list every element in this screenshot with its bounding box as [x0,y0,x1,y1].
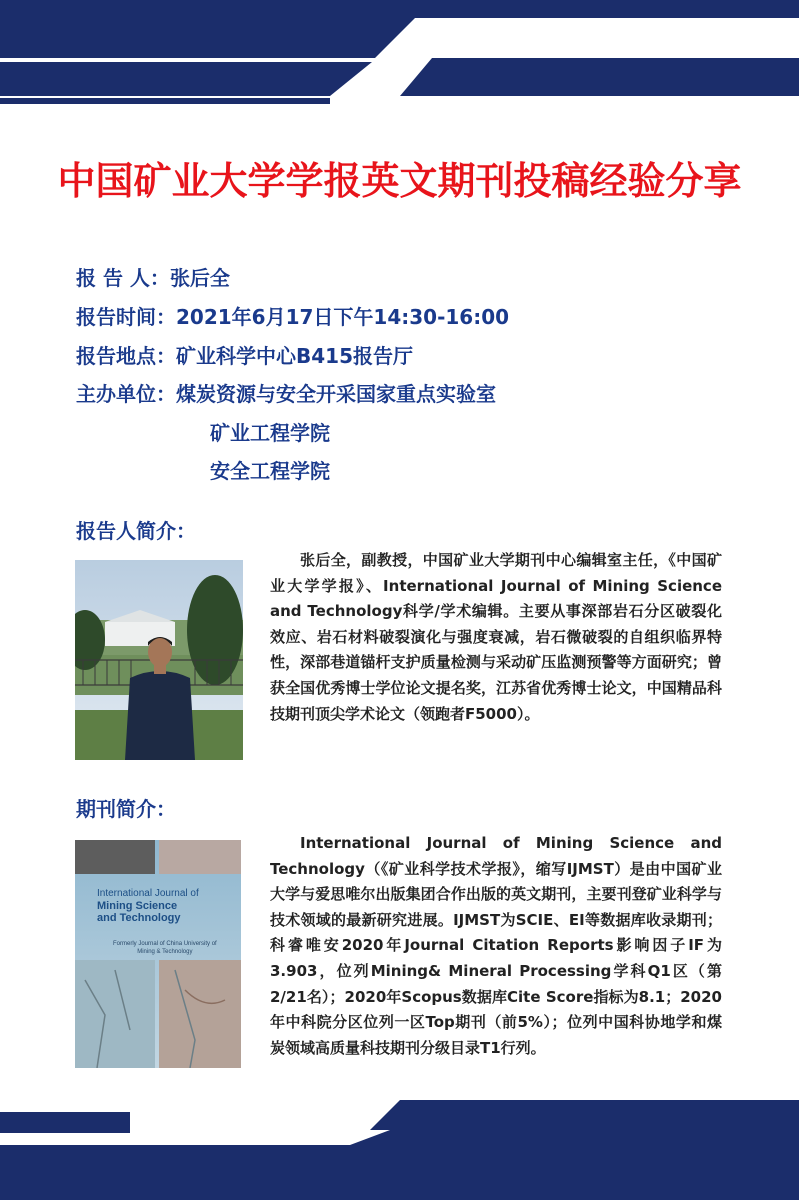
bottom-banner-decoration [0,1085,799,1200]
place-value: 矿业科学中心B415报告厅 [176,344,413,368]
top-banner-decoration [0,0,799,110]
speaker-label: 报 告 人： [76,266,170,290]
speaker-value: 张后全 [169,266,230,290]
cover-title [97,888,199,924]
time-row [76,301,509,330]
time-label: 报告时间： [76,305,176,329]
speaker-photo [75,560,243,760]
journal-paragraph: International Journal of Mining Science and Technology（《矿业科学技术学报》，缩写IJMST）是由中国矿业大学与爱思唯尔出版集团合作出版的英文期刊，主要刊登矿业科学与技术领域的最新研究进展。IJMST为SCIE、EI等数据库收录期刊；科睿唯安2020年Journal Citation Reports影响因子IF为3.903，位列Mining& Mineral Processing学科Q1区（第2/21名）；2020年Scopus数据库Cite Score指标为8.1；2020年中科院分区位列一区Top期刊（前5%）；位列中国科协地学和煤炭领域高质量科技期刊分级目录T1行列。 [270,834,722,1057]
host-value-1: 煤炭资源与安全开采国家重点实验室 [176,382,496,406]
host-label: 主办单位： [76,382,176,406]
cover-subtitle-line-1: Formerly Journal of China University of [113,941,217,947]
cover-title-line-1: International Journal of [97,888,199,899]
bio-heading: 报告人简介： [76,519,196,543]
page-title: 中国矿业大学学报英文期刊投稿经验分享 [57,159,742,203]
journal-cover [75,840,241,1068]
cover-subtitle-line-2: Mining & Technology [137,949,193,955]
place-row [76,340,413,369]
time-value: 2021年6月17日下午14:30-16:00 [176,305,510,329]
cover-title-line-3: and Technology [97,912,181,924]
host-value-3: 安全工程学院 [210,459,330,483]
cover-title-line-2: Mining Science [97,900,178,912]
speaker-row [76,262,230,291]
journal-heading: 期刊简介： [76,797,176,821]
cover-subtitle [113,940,217,956]
host-row [76,378,496,407]
place-label: 报告地点： [76,344,176,368]
bio-paragraph: 张后全，副教授，中国矿业大学期刊中心编辑室主任，《中国矿业大学学报》、International Journal of Mining Science and Technology科学/学术编辑。主要从事深部岩石分区破裂化效应、岩石材料破裂演化与强度衰减，岩石微破裂的自组织临界特性，深部巷道锚杆支护质量检测与采动矿压监测预警等方面研究；曾获全国优秀博士学位论文提名奖，江苏省优秀博士论文，中国精品科技期刊顶尖学术论文（领跑者F5000）。 [270,551,722,723]
host-value-2: 矿业工程学院 [210,421,330,445]
